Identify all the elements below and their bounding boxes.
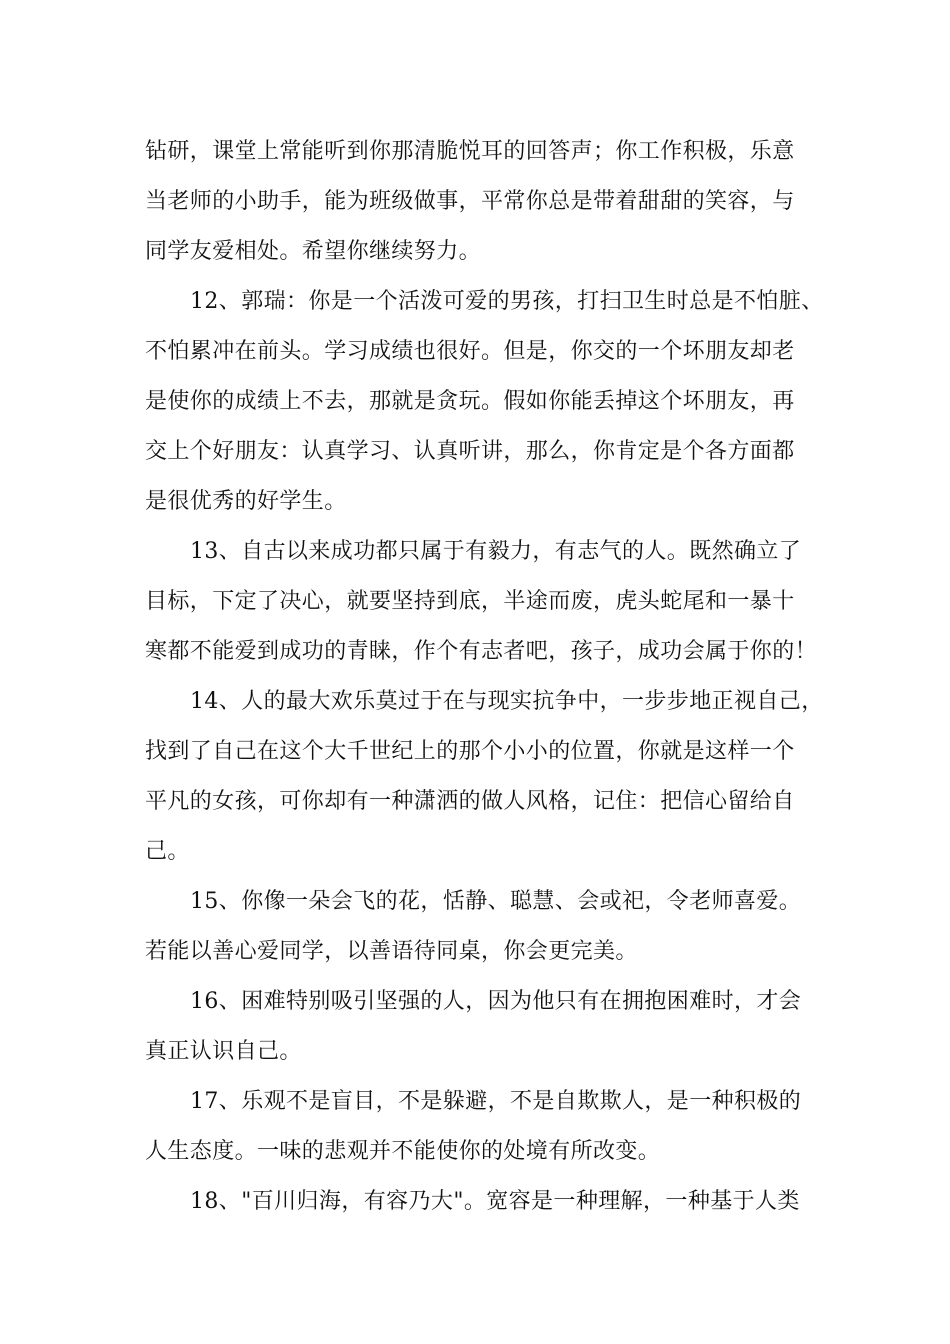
text-line: 平凡的女孩，可你却有一种潇洒的做人风格，记住：把信心留给自 bbox=[145, 789, 795, 814]
text-line: 钻研，课堂上常能听到你那清脆悦耳的回答声；你工作积极，乐意 bbox=[145, 139, 795, 164]
paragraph-15-first-line: 15、你像一朵会飞的花，恬静、聪慧、会或祀，令老师喜爱。 bbox=[190, 889, 802, 914]
text-line: 寒都不能爱到成功的青睐，作个有志者吧，孩子，成功会属于你的！ bbox=[145, 639, 818, 664]
text-line: 当老师的小助手，能为班级做事，平常你总是带着甜甜的笑容，与 bbox=[145, 189, 795, 214]
text-line: 真正认识自己。 bbox=[145, 1039, 302, 1064]
text-line: 若能以善心爱同学，以善语待同桌，你会更完美。 bbox=[145, 939, 638, 964]
paragraph-12-first-line: 12、郭瑞：你是一个活泼可爱的男孩，打扫卫生时总是不怕脏、 bbox=[190, 289, 824, 314]
paragraph-14-first-line: 14、人的最大欢乐莫过于在与现实抗争中，一步步地正视自己， bbox=[190, 689, 824, 714]
paragraph-18-first-line: 18、"百川归海，有容乃大"。宽容是一种理解，一种基于人类 bbox=[190, 1189, 800, 1214]
text-line: 己。 bbox=[145, 839, 190, 864]
text-line: 目标，下定了决心，就要坚持到底，半途而废，虎头蛇尾和一暴十 bbox=[145, 589, 795, 614]
text-line: 交上个好朋友：认真学习、认真听讲，那么，你肯定是个各方面都 bbox=[145, 439, 795, 464]
paragraph-13-first-line: 13、自古以来成功都只属于有毅力，有志气的人。既然确立了 bbox=[190, 539, 802, 564]
text-line: 同学友爱相处。希望你继续努力。 bbox=[145, 239, 482, 264]
text-line: 是很优秀的好学生。 bbox=[145, 489, 347, 514]
text-line: 找到了自己在这个大千世纪上的那个小小的位置，你就是这样一个 bbox=[145, 739, 795, 764]
text-line: 不怕累冲在前头。学习成绩也很好。但是，你交的一个坏朋友却老 bbox=[145, 339, 795, 364]
paragraph-17-first-line: 17、乐观不是盲目，不是躲避，不是自欺欺人，是一种积极的 bbox=[190, 1089, 802, 1114]
paragraph-16-first-line: 16、困难特别吸引坚强的人，因为他只有在拥抱困难时，才会 bbox=[190, 989, 802, 1014]
text-line: 人生态度。一味的悲观并不能使你的处境有所改变。 bbox=[145, 1139, 661, 1164]
text-line: 是使你的成绩上不去，那就是贪玩。假如你能丢掉这个坏朋友，再 bbox=[145, 389, 795, 414]
